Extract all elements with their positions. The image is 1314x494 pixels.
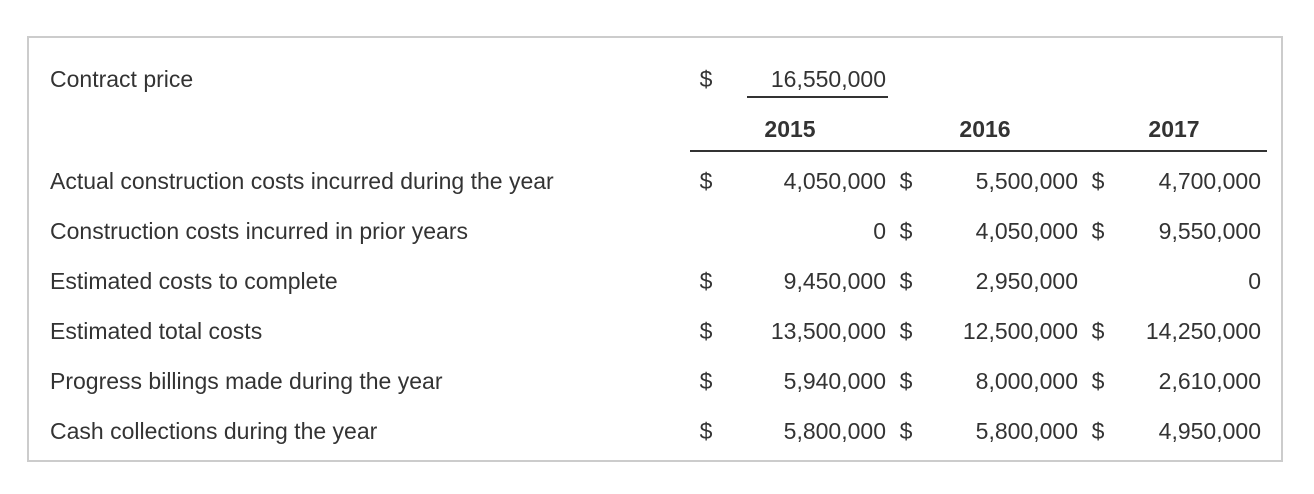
- cell-currency: $: [899, 168, 913, 194]
- cell-value: 12,500,000: [962, 318, 1078, 344]
- cell-currency: $: [699, 368, 713, 394]
- contract-price-value: 16,550,000: [770, 66, 886, 92]
- cell-value: 9,550,000: [1158, 218, 1261, 244]
- header-underline: [690, 150, 1267, 152]
- row-label: Actual construction costs incurred during the year: [50, 168, 554, 194]
- cell-currency: $: [699, 318, 713, 344]
- row-label: Progress billings made during the year: [50, 368, 443, 394]
- row-label: Estimated costs to complete: [50, 268, 338, 294]
- year-header-2017: 2017: [1148, 116, 1200, 142]
- cell-currency: $: [1091, 368, 1105, 394]
- cell-value: 5,800,000: [783, 418, 886, 444]
- cell-value: 2,610,000: [1158, 368, 1261, 394]
- cell-currency: $: [1091, 168, 1105, 194]
- cell-value: 13,500,000: [770, 318, 886, 344]
- cell-currency: $: [899, 268, 913, 294]
- cell-value: 5,800,000: [975, 418, 1078, 444]
- cell-currency: $: [699, 268, 713, 294]
- cell-currency: $: [899, 418, 913, 444]
- row-label: Construction costs incurred in prior years: [50, 218, 468, 244]
- cell-value: 2,950,000: [975, 268, 1078, 294]
- cell-value: 14,250,000: [1145, 318, 1261, 344]
- cell-currency: $: [1091, 318, 1105, 344]
- cell-value: 0: [873, 218, 886, 244]
- cell-value: 4,950,000: [1158, 418, 1261, 444]
- cell-currency: $: [699, 418, 713, 444]
- cell-currency: $: [899, 318, 913, 344]
- cell-currency: $: [699, 168, 713, 194]
- cell-value: 5,940,000: [783, 368, 886, 394]
- cell-value: 4,700,000: [1158, 168, 1261, 194]
- table-frame: [27, 36, 1283, 462]
- cell-value: 0: [1248, 268, 1261, 294]
- cell-currency: $: [1091, 418, 1105, 444]
- contract-price-currency: $: [699, 66, 713, 92]
- cell-value: 5,500,000: [975, 168, 1078, 194]
- year-header-2015: 2015: [764, 116, 816, 142]
- cell-currency: $: [899, 218, 913, 244]
- cell-value: 4,050,000: [783, 168, 886, 194]
- cell-value: 8,000,000: [975, 368, 1078, 394]
- cell-currency: $: [899, 368, 913, 394]
- contract-price-underline: [747, 96, 888, 98]
- row-label: Estimated total costs: [50, 318, 263, 344]
- contract-price-label: Contract price: [50, 66, 194, 92]
- cell-currency: $: [1091, 218, 1105, 244]
- row-label: Cash collections during the year: [50, 418, 378, 444]
- cell-value: 9,450,000: [783, 268, 886, 294]
- year-header-2016: 2016: [959, 116, 1011, 142]
- cell-value: 4,050,000: [975, 218, 1078, 244]
